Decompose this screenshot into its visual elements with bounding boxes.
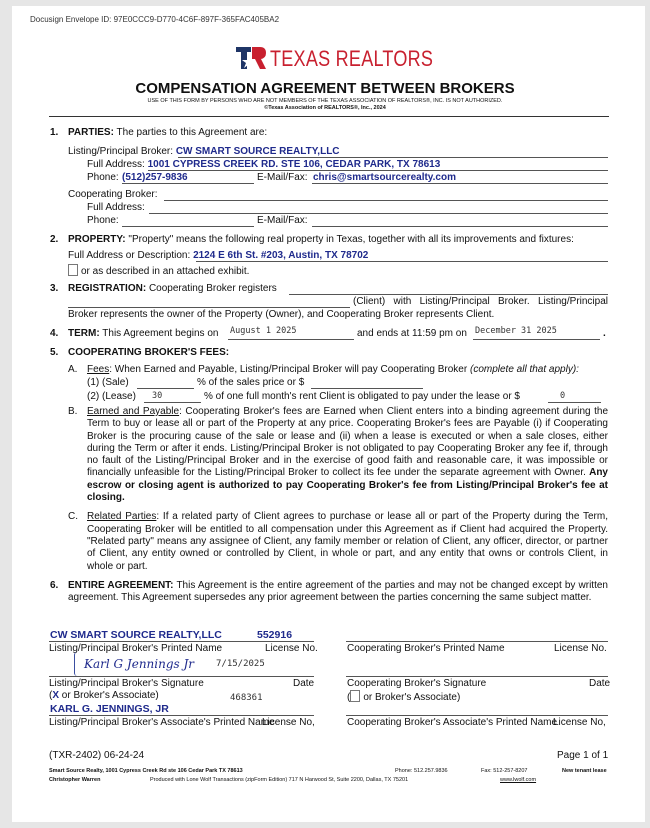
registration-row xyxy=(68,283,277,295)
listing-phone-label: Phone: xyxy=(87,172,119,183)
coop-phone-field[interactable] xyxy=(122,226,254,227)
term-heading: TERM: xyxy=(68,328,100,339)
coop-associate-name-label: Cooperating Broker's Associate's Printed Name xyxy=(347,717,558,728)
listing-associate-checkbox[interactable]: X xyxy=(52,690,60,701)
coop-email-label: E-Mail/Fax: xyxy=(257,215,308,226)
earned-payable-block xyxy=(50,406,608,504)
term-begin-field[interactable]: August 1 2025 xyxy=(230,326,297,336)
lease-amount-field[interactable]: 0 xyxy=(560,391,566,401)
coop-associate-license-label: License No, xyxy=(553,717,606,728)
listing-associate-label: or Broker's Associate) xyxy=(61,690,159,701)
client-field[interactable] xyxy=(68,307,350,308)
fees-body xyxy=(50,406,608,611)
parties-heading: PARTIES: xyxy=(68,127,114,138)
listing-name-label: Listing/Principal Broker's Printed Name xyxy=(49,643,223,654)
form-id: (TXR-2402) 06-24-24 xyxy=(49,750,145,761)
term-end-underline xyxy=(473,339,600,340)
sign-date-field[interactable]: 7/15/2025 xyxy=(216,659,265,669)
associate-name-field[interactable]: KARL G. JENNINGS, JR xyxy=(50,703,169,715)
coop-associate-label: or Broker's Associate) xyxy=(363,692,461,703)
parties-text: The parties to this Agreement are: xyxy=(116,127,268,138)
associate-license-label: License No, xyxy=(262,717,315,728)
fees-b-letter: B. xyxy=(68,406,78,417)
listing-phone-field[interactable]: (512)257-9836 xyxy=(122,172,188,183)
term-text: This Agreement begins on xyxy=(102,328,219,339)
copyright: ©Texas Association of REALTORS®, Inc., 2024 xyxy=(264,105,386,111)
coop-associate-row: ( or Broker's Associate) xyxy=(347,692,461,703)
exhibit-row xyxy=(68,264,249,278)
listing-printed-name-field[interactable]: CW SMART SOURCE REALTY,LLC xyxy=(50,629,222,641)
sale-percent-underline xyxy=(137,388,194,389)
registration-text: Cooperating Broker registers xyxy=(148,283,277,294)
lease-label: (2) (Lease) xyxy=(87,391,136,402)
coop-license-label: License No. xyxy=(554,643,607,654)
listing-email-label: E-Mail/Fax: xyxy=(257,172,308,183)
listing-signature-label: Listing/Principal Broker's Signature xyxy=(49,678,204,689)
sale-text: % of the sales price or $ xyxy=(197,377,305,388)
earned-payable-paragraph xyxy=(87,406,608,504)
entire-agreement-heading: ENTIRE AGREEMENT: xyxy=(68,579,174,591)
lease-amount-underline xyxy=(548,402,601,403)
listing-name-underline xyxy=(49,641,314,642)
earned-payable-body: : Cooperating Broker's fees are Earned when Client enters into a binding agreement during the Term to buy or lease all or part of the Property at any price. Cooperating Broker's fees are Payable (i) if Cooperating Broker is the procuring cause of the sale or lease and (ii) when a lease is executed or when a sale closes, either during the Term or after it ends. Listing/Principal Broker is not obligated to pay Cooperating Broker any fee if, through no fault of the Listing/Principal Broker and in the exercise of good faith and reasonable care, it was impossible or financially unfeasible for the Listing/Principal Broker to collect its fee under the separate agreement with Owner. xyxy=(87,406,609,479)
earned-payable-heading: Earned and Payable xyxy=(87,406,180,417)
exhibit-checkbox[interactable] xyxy=(68,264,78,276)
listing-phone-underline xyxy=(122,183,254,184)
related-parties-paragraph xyxy=(87,511,608,572)
coop-signature-label: Cooperating Broker's Signature xyxy=(347,678,487,689)
listing-broker-label: Listing/Principal Broker: xyxy=(68,146,174,157)
footer-doc-name: New tenant lease xyxy=(562,768,607,774)
section-5-number: 5. xyxy=(50,347,59,358)
fees-a-italic: (complete all that apply): xyxy=(469,364,579,375)
disclaimer: USE OF THIS FORM BY PERSONS WHO ARE NOT MEMBERS OF THE TEXAS ASSOCIATION OF REALTORS®, INC. IS NOT AUTHORIZED. xyxy=(147,98,503,104)
exhibit-label: or as described in an attached exhibit. xyxy=(81,266,250,277)
sale-label: (1) (Sale) xyxy=(87,377,129,388)
fees-a-text xyxy=(87,364,579,376)
listing-address-field[interactable]: 1001 CYPRESS CREEK RD. STE 106, CEDAR PARK, TX 78613 xyxy=(147,159,441,170)
listing-email-underline xyxy=(312,183,608,184)
fees-a-heading: Fees xyxy=(87,364,110,375)
coop-associate-name-field[interactable] xyxy=(346,715,608,716)
listing-broker-underline xyxy=(178,157,608,158)
listing-license-field[interactable]: 552916 xyxy=(257,629,293,641)
registration-heading: REGISTRATION: xyxy=(68,283,147,294)
listing-associate-row: (X or Broker's Associate) xyxy=(49,690,159,701)
address-label: Full Address: xyxy=(87,159,145,170)
footer-produced: Produced with Lone Wolf Transactions (zipForm Edition) 717 N Harwood St, Suite 2200, Dallas, TX 75201 xyxy=(150,777,409,783)
docusign-bracket-icon xyxy=(74,652,80,676)
entire-agreement-paragraph xyxy=(68,580,608,605)
listing-email-field[interactable]: chris@smartsourcerealty.com xyxy=(313,172,456,183)
footer-phone: Phone: 512.257.9836 xyxy=(395,768,448,774)
footer-agent: Christopher Warren xyxy=(49,777,101,783)
registration-text-3: Broker represents the owner of the Property (Owner), and Cooperating Broker represents Client. xyxy=(68,309,495,320)
registration-field[interactable] xyxy=(289,294,608,295)
section-4-number: 4. xyxy=(50,328,59,339)
coop-signature-field[interactable] xyxy=(346,676,608,677)
section-2-heading xyxy=(68,234,574,246)
lease-percent-field[interactable]: 30 xyxy=(152,391,163,401)
fees-a-body: : When Earned and Payable, Listing/Principal Broker will pay Cooperating Broker xyxy=(109,364,470,375)
coop-phone-label: Phone: xyxy=(87,215,119,226)
fees-a-letter: A. xyxy=(68,364,78,375)
section-1-number: 1. xyxy=(50,127,59,138)
footer-site-link[interactable]: www.lwolf.com xyxy=(500,777,537,783)
header-rule xyxy=(49,116,609,117)
property-address-label: Full Address or Description: xyxy=(68,250,191,261)
property-text: "Property" means the following real property in Texas, together with all its improvements and fixtures: xyxy=(128,234,574,245)
section-3-number: 3. xyxy=(50,283,59,294)
footer-office: Smart Source Realty, 1001 Cypress Creek Rd ste 106 Cedar Park TX 78613 xyxy=(49,768,243,774)
section-1-heading xyxy=(68,127,267,139)
lease-text: % of one full month's rent Client is obligated to pay under the lease or $ xyxy=(204,391,520,402)
coop-associate-checkbox[interactable] xyxy=(350,690,360,702)
page-title: COMPENSATION AGREEMENT BETWEEN BROKERS xyxy=(135,80,515,97)
related-parties-body: : If a related party of Client agrees to purchase or lease all or part of the Property during the Term, Cooperating Broker will be entitled to all compensation under this Agreement as if Client had acquired the Property. "Related party" means any assignee of Client, any family member or relation of Client, any officer, director, or partner of Client, any entity owned or controlled by Client, in whole or part, and any entity that owns or controls Client, in whole or part. xyxy=(87,511,608,572)
escrow-clause: Any escrow or closing agent is authorized to pay Cooperating Broker's fee from Listing/Principal Broker's fee at closing. xyxy=(87,467,608,504)
registration-text-2: (Client) with Listing/Principal Broker. Listing/Principal xyxy=(353,296,608,307)
envelope-id: Docusign Envelope ID: 97E0CCC9-D770-4C6F-897F-365FAC405BA2 xyxy=(30,15,280,24)
coop-email-field[interactable] xyxy=(312,226,608,227)
coop-broker-label: Cooperating Broker: xyxy=(68,189,158,200)
listing-address-underline xyxy=(148,170,608,171)
coop-address-field[interactable] xyxy=(149,213,608,214)
term-end-text: and ends at 11:59 pm on xyxy=(357,328,467,339)
related-parties-block xyxy=(50,511,608,572)
listing-date-label: Date xyxy=(293,678,315,689)
fees-c-letter: C. xyxy=(68,511,78,523)
section-6-number: 6. xyxy=(50,579,59,591)
logo-text: TEXAS REALTORS xyxy=(270,46,434,71)
term-end-field[interactable]: December 31 2025 xyxy=(475,326,557,336)
section-2-number: 2. xyxy=(50,234,59,245)
coop-address-label: Full Address: xyxy=(87,202,145,213)
property-address-field[interactable]: 2124 E 6th St. #203, Austin, TX 78702 xyxy=(193,250,369,261)
entire-agreement-body: This Agreement is the entire agreement of the parties and may not be changed except by written agreement. This Agreement supersedes any prior agreement between the parties concerning the same subject matter. xyxy=(68,579,608,604)
tr-logo-icon xyxy=(236,47,266,69)
sale-amount-field[interactable] xyxy=(311,388,423,389)
coop-name-field[interactable] xyxy=(346,641,608,642)
listing-signature[interactable]: Karl G Jennings Jr xyxy=(84,657,195,671)
term-begin-underline xyxy=(228,339,354,340)
associate-name-underline xyxy=(49,715,314,716)
associate-license-field[interactable]: 468361 xyxy=(230,693,263,703)
coop-name-label: Cooperating Broker's Printed Name xyxy=(347,643,505,654)
term-row xyxy=(68,328,218,340)
entire-agreement-block xyxy=(50,580,608,605)
coop-broker-field[interactable] xyxy=(164,200,608,201)
listing-license-label: License No. xyxy=(265,643,318,654)
related-parties-heading: Related Parties xyxy=(87,511,157,523)
coop-date-label: Date xyxy=(589,678,611,689)
listing-signature-underline xyxy=(49,676,314,677)
page-number: Page 1 of 1 xyxy=(557,750,609,761)
footer-fax: Fax: 512-257-8207 xyxy=(481,768,528,774)
term-period: . xyxy=(603,328,606,339)
property-address-underline xyxy=(196,261,608,262)
lease-percent-underline xyxy=(144,402,201,403)
property-heading: PROPERTY: xyxy=(68,234,126,245)
associate-name-label: Listing/Principal Broker's Associate's Printed Name xyxy=(49,717,275,728)
listing-broker-field[interactable]: CW SMART SOURCE REALTY,LLC xyxy=(175,146,340,157)
fees-heading: COOPERATING BROKER'S FEES: xyxy=(68,347,230,358)
